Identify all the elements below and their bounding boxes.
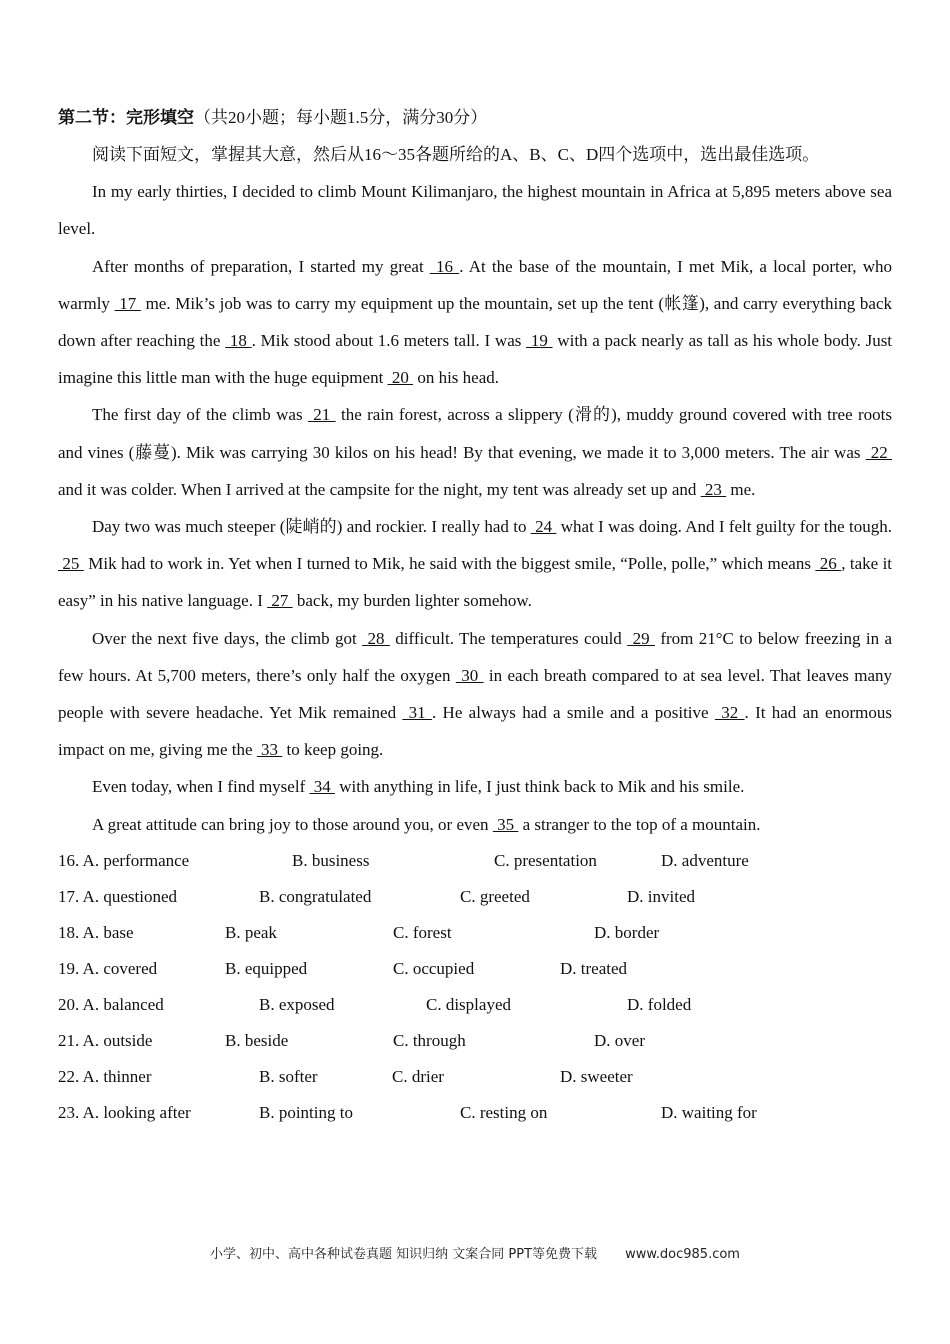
blank-18: 18 (225, 331, 252, 351)
option-d: D. sweeter (560, 1066, 633, 1086)
blank-16: 16 (429, 256, 460, 276)
option-row (58, 1023, 892, 1059)
blank-32: 32 (714, 703, 745, 723)
section-heading (58, 100, 892, 136)
option-c: C. greeted (460, 886, 530, 906)
passage-paragraph-5 (58, 620, 892, 769)
option-c: C. occupied (393, 958, 475, 978)
option-a: 19. A. covered (58, 958, 158, 978)
option-row (58, 915, 892, 951)
passage-text: . He always had a smile and a positive (432, 703, 715, 723)
option-d: D. treated (560, 958, 628, 978)
passage-paragraph-2 (58, 248, 892, 397)
blank-27: 27 (267, 591, 293, 611)
option-b: B. business (292, 850, 370, 870)
passage-text: difficult. The temperatures could (389, 628, 628, 648)
passage-text: on his head. (413, 368, 499, 388)
option-row (58, 1059, 892, 1095)
instructions: 阅读下面短文，掌握其大意，然后从16～35各题所给的A、B、C、D四个选项中，选出最佳选项。 (92, 145, 820, 164)
option-a: 21. A. outside (58, 1030, 153, 1050)
footer-site-link[interactable]: www.doc985.com (625, 1247, 740, 1262)
passage-text: what I was doing. And I felt guilty for the tough. (556, 517, 892, 537)
passage-text: . Mik stood about 1.6 meters tall. I was (251, 331, 527, 351)
passage-text: Day two was much steeper (陡峭的) and rockier. I really had to (92, 517, 531, 537)
option-b: B. exposed (259, 994, 335, 1014)
passage-text: . It had an enormous impact on me, giving me the (58, 703, 893, 760)
option-row (58, 951, 892, 987)
passage-text: a stranger to the top of a mountain. (518, 814, 761, 834)
option-d: D. border (594, 922, 660, 942)
option-d: D. invited (627, 886, 695, 906)
blank-17: 17 (114, 293, 141, 313)
passage-paragraph-6 (58, 768, 892, 805)
option-row (58, 843, 892, 879)
option-a: 23. A. looking after (58, 1102, 191, 1122)
blank-31: 31 (402, 703, 432, 723)
option-a: 17. A. questioned (58, 886, 177, 906)
option-a: 20. A. balanced (58, 994, 164, 1014)
option-d: D. over (594, 1030, 645, 1050)
blank-33: 33 (256, 740, 283, 760)
passage-paragraph-3 (58, 396, 892, 508)
blank-34: 34 (309, 777, 335, 797)
option-c: C. presentation (494, 850, 597, 870)
blank-35: 35 (492, 814, 519, 834)
option-row (58, 1095, 892, 1131)
blank-22: 22 (865, 442, 893, 462)
passage-text: with a pack nearly as tall as his whole body. Just imagine this little man with the huge equipment (58, 331, 893, 388)
passage-text: After months of preparation, I started my great (92, 256, 430, 276)
option-a: 18. A. base (58, 922, 134, 942)
section-title-rest: （共20小题；每小题1.5分，满分30分） (194, 108, 488, 127)
blank-30: 30 (455, 665, 484, 685)
footer-text: 小学、初中、高中各种试卷真题 知识归纳 文案合同 PPT等免费下载 (210, 1247, 598, 1262)
passage-paragraph-7 (58, 806, 892, 843)
passage-paragraph-4 (58, 508, 892, 620)
passage-text: to keep going. (282, 740, 384, 760)
section-title-bold: 第二节：完形填空 (58, 108, 194, 127)
option-c: C. displayed (426, 994, 511, 1014)
exam-page (58, 100, 892, 1131)
option-b: B. beside (225, 1030, 289, 1050)
blank-28: 28 (362, 628, 390, 648)
option-b: B. equipped (225, 958, 308, 978)
passage-text: , take it easy” in his native language. I (58, 554, 893, 611)
option-b: B. peak (225, 922, 277, 942)
passage-paragraph-1: In my early thirties, I decided to climb Mount Kilimanjaro, the highest mountain in Africa at 5,895 meters above sea level. (58, 182, 892, 239)
passage-text: back, my burden lighter somehow. (292, 591, 532, 611)
passage-text: and it was colder. When I arrived at the campsite for the night, my tent was already set up and (58, 479, 701, 499)
blank-20: 20 (387, 368, 414, 388)
passage-text: me. (726, 479, 756, 499)
page-footer (0, 1243, 950, 1262)
answer-options (58, 843, 892, 1131)
passage-text: in each breath compared to at sea level. That leaves many people with severe headache. Yet Mik remained (58, 665, 893, 723)
blank-25: 25 (58, 554, 84, 574)
passage-text: The first day of the climb was (92, 405, 308, 425)
option-c: C. through (393, 1030, 466, 1050)
option-b: B. congratulated (259, 886, 372, 906)
passage-text: . At the base of the mountain, I met Mik, a local porter, who warmly (58, 256, 892, 313)
blank-29: 29 (627, 628, 655, 648)
blank-21: 21 (307, 405, 336, 425)
option-row (58, 879, 892, 915)
passage-text: Mik had to work in. Yet when I turned to Mik, he said with the biggest smile, “Polle, polle,” which means (83, 554, 816, 574)
passage-text: Over the next five days, the climb got (92, 628, 363, 648)
option-b: B. softer (259, 1066, 318, 1086)
blank-19: 19 (526, 331, 553, 351)
option-d: D. waiting for (661, 1102, 757, 1122)
option-c: C. forest (393, 922, 452, 942)
option-row (58, 987, 892, 1023)
blank-26: 26 (815, 554, 842, 574)
passage-text: me. Mik’s job was to carry my equipment up the mountain, set up the tent (帐篷), and carry everything back down after reaching the (58, 293, 892, 351)
passage-text: the rain forest, across a slippery (滑的), muddy ground covered with tree roots and vines (藤蔓). Mik was carrying 30 kilos on his head! By that evening, we made it to 3,000 meters. The air was (58, 405, 893, 462)
option-c: C. resting on (460, 1102, 548, 1122)
option-a: 22. A. thinner (58, 1066, 152, 1086)
option-c: C. drier (392, 1066, 444, 1086)
blank-24: 24 (530, 517, 557, 537)
option-d: D. folded (627, 994, 692, 1014)
passage-text: A great attitude can bring joy to those around you, or even (92, 814, 493, 834)
option-a: 16. A. performance (58, 850, 190, 870)
option-d: D. adventure (661, 850, 749, 870)
passage-text: Even today, when I find myself (92, 777, 310, 797)
blank-23: 23 (700, 479, 727, 499)
passage-text: with anything in life, I just think back to Mik and his smile. (334, 777, 745, 797)
option-b: B. pointing to (259, 1102, 353, 1122)
passage-text: from 21°C to below freezing in a few hours. At 5,700 meters, there’s only half the oxygen (58, 628, 893, 685)
